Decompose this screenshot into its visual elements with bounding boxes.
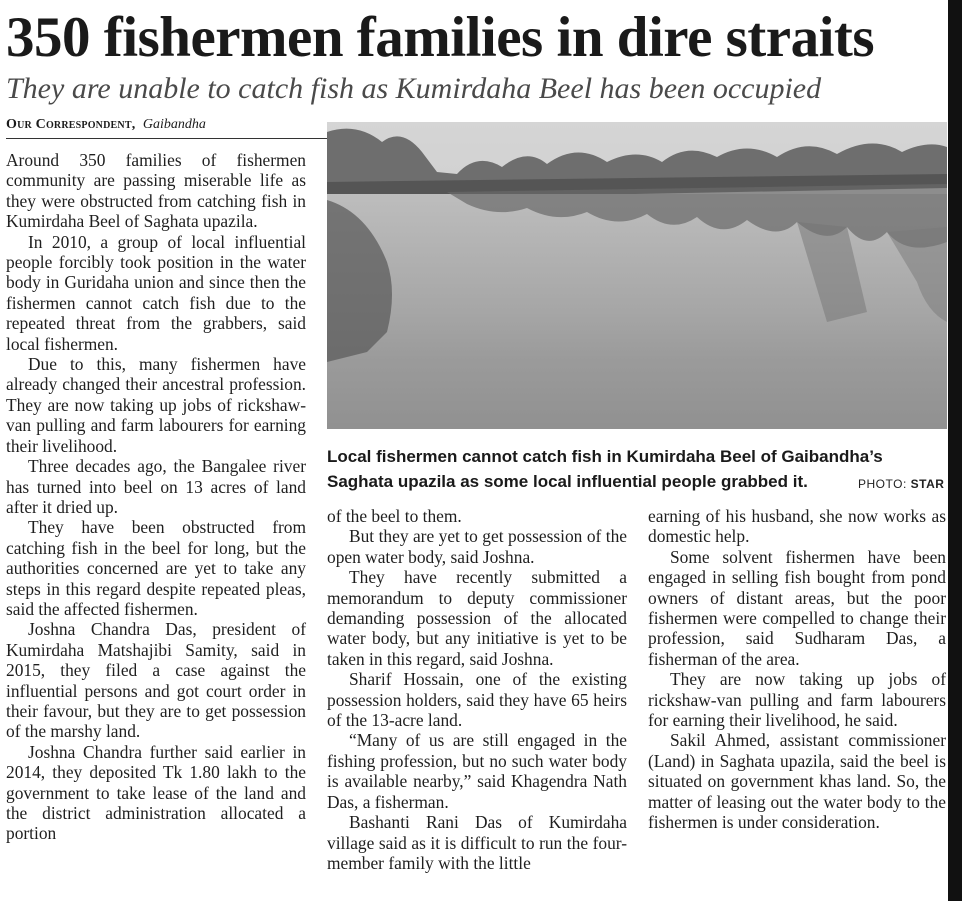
paragraph: Sakil Ahmed, assistant commissioner (Land) in Saghata upazila, said the beel is situated on government khas land. So, the matter of leasing out the water body to the fishermen is under consideration. [648, 730, 946, 833]
column-3 [648, 506, 946, 833]
paragraph: They have been obstructed from catching fish in the beel for long, but the authorities concerned are yet to take any steps in this regard despite repeated pleas, said the affected fishermen. [6, 517, 306, 619]
paragraph: But they are yet to get possession of the open water body, said Joshna. [327, 526, 627, 567]
photo-credit [858, 477, 944, 491]
subheadline: They are unable to catch fish as Kumirdaha Beel has been occupied [6, 72, 822, 105]
paragraph: Joshna Chandra further said earlier in 2014, they deposited Tk 1.80 lakh to the government to take lease of the land and the district administration allocated a portion [6, 741, 306, 844]
paragraph: earning of his husband, she now works as domestic help. [648, 506, 946, 547]
paragraph: of the beel to them. [327, 506, 462, 526]
column-2 [327, 506, 627, 873]
byline-place: Gaibandha [142, 117, 206, 132]
paragraph: They have recently submitted a memorandum to deputy commissioner demanding possession of the allocated water body, but any initiative is yet to be taken in this regard, said Joshna. [327, 567, 627, 669]
paragraph: “Many of us are still engaged in the fishing profession, but no such water body is available nearby,” said Khagendra Nath Das, a fisherman. [327, 730, 627, 812]
column-1 [6, 150, 306, 844]
paragraph: Some solvent fishermen have been engaged in selling fish bought from pond owners of distant areas, but the poor fishermen were compelled to change their profession, said Sudharam Das, a fisherman of the area. [648, 546, 946, 669]
paragraph: Three decades ago, the Bangalee river has turned into beel on 13 acres of land after it dried up. [6, 456, 306, 517]
paragraph: Around 350 families of fishermen community are passing miserable life as they were obstructed from catching fish in Kumirdaha Beel of Saghata upazila. [6, 150, 306, 232]
caption-line-2: Saghata upazila as some local influential people grabbed it. [327, 472, 808, 491]
caption-line-1: Local fishermen cannot catch fish in Kumirdaha Beel of Gaibandha’s [327, 447, 883, 466]
photo-credit-source: STAR [910, 477, 945, 491]
paragraph: They are now taking up jobs of rickshaw-van pulling and farm labourers for earning their livelihood, he said. [648, 669, 946, 731]
photo-credit-label: PHOTO: [858, 477, 907, 491]
byline [6, 116, 332, 139]
photo-caption [327, 444, 947, 496]
paragraph: Sharif Hossain, one of the existing possession holders, said they have 65 heirs of the 13-acre land. [327, 669, 627, 731]
paragraph: In 2010, a group of local influential people forcibly took position in the water body in Guridaha union and since then the fishermen cannot catch fish due to the repeated threat from the grabbers, said local fishermen. [6, 231, 306, 354]
paragraph: Due to this, many fishermen have already changed their ancestral profession. They are now taking up jobs of rickshaw-van pulling and farm labourers for earning their livelihood. [6, 354, 306, 456]
paragraph: Bashanti Rani Das of Kumirdaha village said as it is difficult to run the four-member family with the little [327, 812, 627, 873]
paragraph: Joshna Chandra Das, president of Kumirdaha Matshajibi Samity, said in 2015, they filed a case against the influential persons and got court order in their favour, but they are to get possession of the marshy land. [6, 619, 306, 742]
page-edge [948, 0, 962, 901]
headline: 350 fishermen families in dire straits [6, 6, 875, 69]
beel-photo [327, 122, 947, 429]
water-body-image [327, 122, 947, 429]
byline-name: Our Correspondent, [6, 117, 136, 132]
